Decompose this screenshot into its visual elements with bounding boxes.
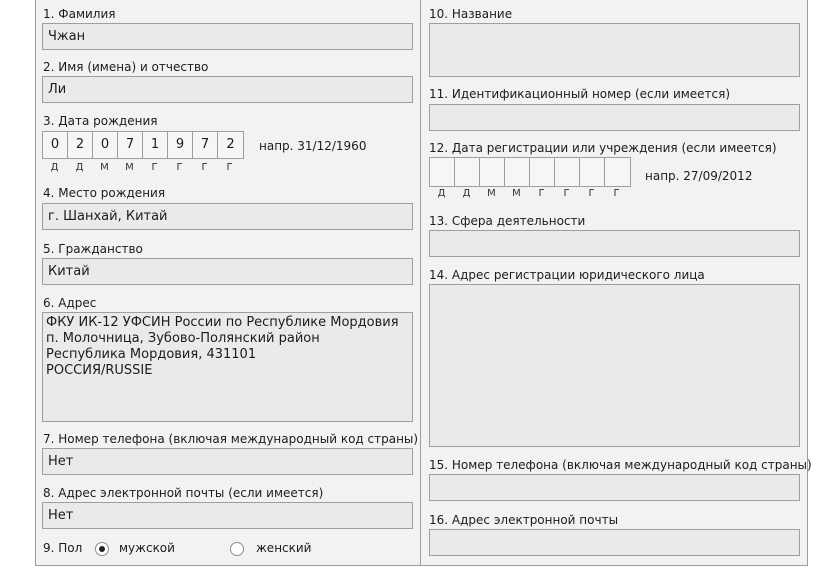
- registration-date-field[interactable]: [429, 157, 631, 187]
- activity-field[interactable]: [429, 230, 800, 257]
- address-line: РОССИЯ/RUSSIE: [46, 363, 153, 378]
- date-format-letter: Д: [75, 162, 84, 173]
- entity-name-field[interactable]: [429, 23, 800, 77]
- date-format-letter: Г: [538, 188, 545, 199]
- date-format-letter: Г: [176, 162, 183, 173]
- date-format-letter: Г: [563, 188, 570, 199]
- registration-date-format-legend: [429, 188, 629, 199]
- id-number-label: 11. Идентификационный номер (если имеется): [429, 87, 731, 101]
- date-digit-cell[interactable]: [605, 158, 630, 186]
- birth-date-field[interactable]: [42, 131, 244, 159]
- legal-address-label: 14. Адрес регистрации юридического лица: [429, 268, 705, 282]
- entity-phone-field[interactable]: [429, 474, 800, 501]
- date-format-letter: М: [487, 188, 496, 199]
- sex-female-radio[interactable]: [230, 542, 244, 556]
- address-field[interactable]: [42, 312, 413, 422]
- date-digit-cell[interactable]: [580, 158, 605, 186]
- birth-date-format-legend: [42, 162, 242, 173]
- date-format-letter: Г: [588, 188, 595, 199]
- sex-male-label: мужской: [119, 541, 175, 555]
- entity-name-label: 10. Название: [429, 7, 513, 21]
- legal-address-field[interactable]: [429, 284, 800, 447]
- entity-phone-label: 15. Номер телефона (включая международный код страны): [429, 458, 812, 472]
- date-format-letter: М: [125, 162, 134, 173]
- sex-label: 9. Пол: [43, 541, 83, 555]
- date-format-letter: Д: [462, 188, 471, 199]
- entity-email-label: 16. Адрес электронной почты: [429, 513, 619, 527]
- birth-place-field[interactable]: г. Шанхай, Китай: [42, 203, 413, 230]
- registration-date-label: 12. Дата регистрации или учреждения (если имеется): [429, 141, 777, 155]
- date-format-letter: Г: [613, 188, 620, 199]
- entity-email-field[interactable]: [429, 529, 800, 556]
- date-digit-cell[interactable]: 2: [68, 132, 93, 158]
- date-digit-cell[interactable]: [530, 158, 555, 186]
- citizenship-field[interactable]: Китай: [42, 258, 413, 285]
- address-line: ФКУ ИК-12 УФСИН России по Республике Мордовия: [46, 315, 399, 330]
- phone-label: 7. Номер телефона (включая международный код страны): [43, 432, 419, 446]
- date-format-letter: М: [512, 188, 521, 199]
- date-format-letter: Г: [226, 162, 233, 173]
- date-format-letter: Г: [201, 162, 208, 173]
- date-format-letter: Д: [437, 188, 446, 199]
- date-digit-cell[interactable]: 0: [43, 132, 68, 158]
- id-number-field[interactable]: [429, 104, 800, 131]
- address-label: 6. Адрес: [43, 296, 97, 310]
- date-digit-cell[interactable]: 2: [226, 137, 235, 152]
- email-label: 8. Адрес электронной почты (если имеется): [43, 486, 324, 500]
- birth-date-label: 3. Дата рождения: [43, 114, 158, 128]
- birth-date-example: напр. 31/12/1960: [259, 139, 367, 153]
- sex-male-radio[interactable]: [95, 542, 109, 556]
- date-digit-cell[interactable]: 1: [143, 132, 168, 158]
- date-digit-cell[interactable]: [430, 158, 455, 186]
- date-digit-cell[interactable]: [455, 158, 480, 186]
- address-line: Республика Мордовия, 431101: [46, 347, 257, 362]
- surname-field[interactable]: Чжан: [42, 23, 413, 50]
- date-format-letter: М: [100, 162, 109, 173]
- date-digit-cell[interactable]: 9: [168, 132, 193, 158]
- citizenship-label: 5. Гражданство: [43, 242, 143, 256]
- email-field[interactable]: Нет: [42, 502, 413, 529]
- activity-label: 13. Сфера деятельности: [429, 214, 586, 228]
- date-digit-cell[interactable]: 0: [93, 132, 118, 158]
- date-digit-cell[interactable]: [480, 158, 505, 186]
- date-digit-cell[interactable]: 7: [118, 132, 143, 158]
- registration-date-example: напр. 27/09/2012: [645, 169, 753, 183]
- address-line: п. Молочница, Зубово-Полянский район: [46, 331, 320, 346]
- date-digit-cell[interactable]: [555, 158, 580, 186]
- date-format-letter: Д: [50, 162, 59, 173]
- date-digit-cell[interactable]: [505, 158, 530, 186]
- phone-field[interactable]: Нет: [42, 448, 413, 475]
- birth-place-label: 4. Место рождения: [43, 186, 166, 200]
- given-names-field[interactable]: Ли: [42, 76, 413, 103]
- date-format-letter: Г: [151, 162, 158, 173]
- given-names-label: 2. Имя (имена) и отчество: [43, 60, 209, 74]
- surname-label: 1. Фамилия: [43, 7, 116, 21]
- sex-female-label: женский: [256, 541, 312, 555]
- date-digit-cell[interactable]: 7: [193, 132, 218, 158]
